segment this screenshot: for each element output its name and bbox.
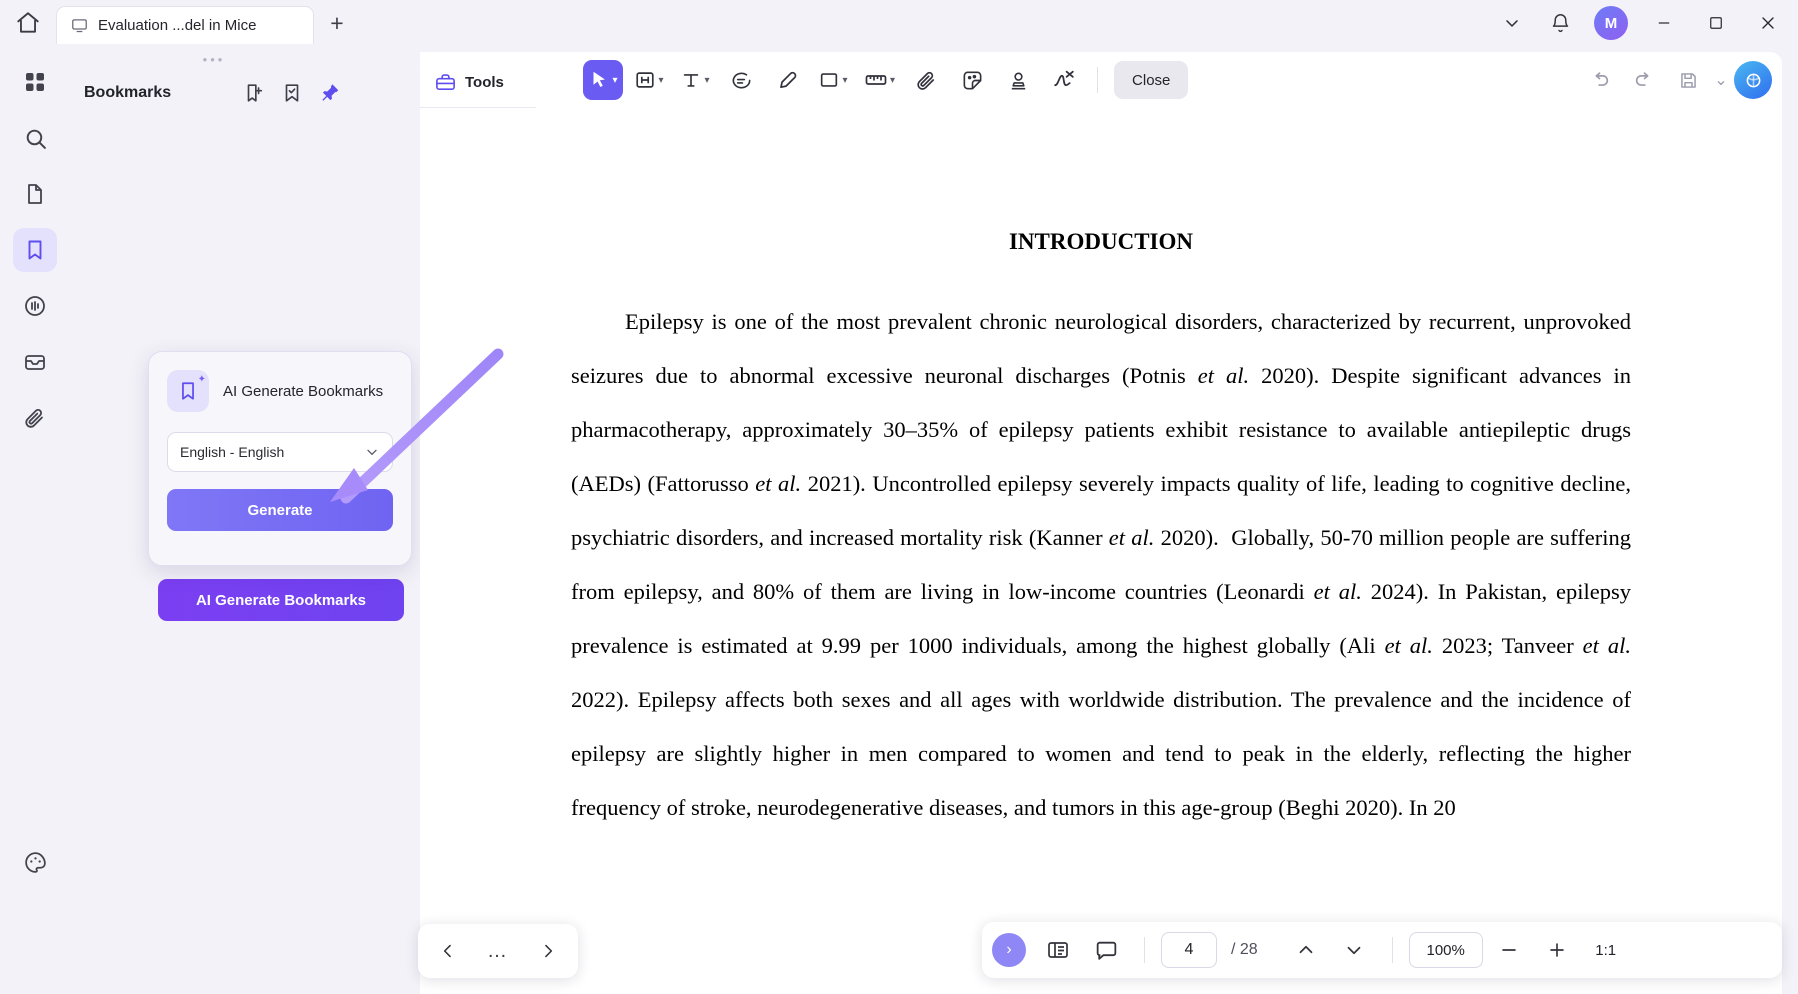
ai-popover-header [167, 370, 393, 412]
sidebar-item-attachments[interactable] [13, 396, 57, 440]
close-toolbar-button[interactable]: Close [1114, 61, 1188, 99]
chevron-down-icon[interactable] [1490, 1, 1534, 45]
signature-tool[interactable] [1044, 60, 1084, 100]
monitor-icon [71, 17, 88, 34]
title-bar-right [1490, 0, 1798, 46]
chevron-down-icon: ▾ [890, 74, 896, 86]
sidebar-item-theme[interactable] [13, 840, 57, 884]
bookmark-options-icon[interactable] [278, 79, 306, 107]
zoom-in-button[interactable] [1535, 928, 1579, 972]
ai-assistant-icon[interactable] [1734, 61, 1772, 99]
stamp-tool[interactable] [998, 60, 1038, 100]
attachment-tool[interactable] [906, 60, 946, 100]
generate-button[interactable]: Generate [167, 489, 393, 531]
redo-icon[interactable] [1624, 60, 1664, 100]
zoom-level-input[interactable]: 100% [1409, 932, 1483, 968]
total-pages-label: / 28 [1231, 941, 1258, 958]
highlight-tool[interactable] [629, 60, 669, 100]
sidebar-item-search[interactable] [13, 116, 57, 160]
document-page [486, 124, 1716, 994]
toolbox-icon [434, 71, 457, 94]
toolbar-right [1580, 60, 1782, 100]
status-bar [982, 922, 1782, 978]
pin-icon[interactable] [316, 79, 344, 107]
document-paragraph: Epilepsy is one of the most prevalent chronic neurological disorders, characterized by recurrent, unprovoked seizures due to abnormal excessive neuronal discharges (Potnis et al. 2020). Despite significant advances in pharmacotherapy, approximately 30–35% of epilepsy patients exhibit resistance to available antiepileptic drugs (AEDs) (Fattorusso et al. 2021). Uncontrolled epilepsy severely impacts quality of life, leading to cognitive decline, psychiatric disorders, and increased mortality risk (Kanner et al. 2020). Globally, 50-70 million people are suffering from epilepsy, and 80% of them are living in low-income countries (Leonardi et al. 2024). In Pakistan, epilepsy prevalence is estimated at 9.99 per 1000 individuals, among the highest globally (Ali et al. 2023; Tanveer et al. 2022). Epilepsy affects both sexes and all ages with worldwide distribution. The prevalence and the incidence of epilepsy are slightly higher in men compared to women and tend to peak in the elderly, reflecting the higher frequency of stroke, neurodegenerative diseases, and tumors in this age-group (Beghi 2020). In 20 [571, 309, 1632, 820]
close-window-button[interactable] [1744, 0, 1792, 46]
title-bar [0, 0, 1798, 46]
new-tab-button[interactable]: + [330, 9, 344, 36]
bookmarks-panel [70, 46, 384, 994]
page-nav-more-button[interactable]: … [486, 939, 509, 962]
tools-tab[interactable] [420, 56, 536, 108]
next-page-button[interactable] [526, 929, 570, 973]
page-up-button[interactable] [1284, 928, 1328, 972]
text-tool[interactable] [675, 60, 715, 100]
ai-generate-bookmarks-popover [148, 351, 412, 566]
comment-tool[interactable] [721, 60, 761, 100]
chevron-down-icon: ▾ [704, 74, 710, 86]
ai-bookmark-icon [167, 370, 209, 412]
save-icon[interactable] [1668, 60, 1708, 100]
add-bookmark-icon[interactable] [240, 79, 268, 107]
toolbar-tools [580, 60, 1188, 100]
fit-ratio-button[interactable]: 1:1 [1595, 941, 1617, 959]
ai-generate-bookmarks-button[interactable]: AI Generate Bookmarks [158, 579, 404, 621]
shape-tool[interactable] [813, 60, 853, 100]
sidebar-item-stamps[interactable] [13, 340, 57, 384]
select-tool[interactable] [583, 60, 623, 100]
current-page-input[interactable]: 4 [1161, 932, 1217, 968]
document-tab-label: Evaluation ...del in Mice [98, 17, 257, 34]
sidebar-item-pages[interactable] [13, 172, 57, 216]
pencil-tool[interactable] [767, 60, 807, 100]
zoom-out-button[interactable] [1487, 928, 1531, 972]
sidebar-item-layers[interactable] [13, 284, 57, 328]
bookmarks-panel-header [70, 66, 358, 120]
page-navigation [418, 924, 578, 978]
bookmarks-panel-actions [240, 79, 344, 107]
panel-grip[interactable]: ••• [202, 52, 226, 67]
sidebar-item-thumbnails[interactable] [13, 60, 57, 104]
sidebar-rail [0, 46, 70, 994]
page-title: Bookmarks [84, 84, 172, 101]
measure-tool[interactable] [859, 60, 900, 100]
chevron-down-icon [364, 444, 380, 460]
annotation-toolbar [420, 52, 1782, 108]
expand-status-bar-button[interactable]: › [992, 933, 1026, 967]
toolbar-divider [1097, 67, 1098, 93]
comment-panel-icon[interactable] [1084, 928, 1128, 972]
ai-popover-title: AI Generate Bookmarks [223, 382, 384, 400]
page-down-button[interactable] [1332, 928, 1376, 972]
page-layout-icon[interactable] [1036, 928, 1080, 972]
language-select-value: English - English [180, 444, 285, 460]
chevron-down-icon: ▾ [658, 74, 664, 86]
undo-icon[interactable] [1580, 60, 1620, 100]
chevron-down-icon: ▾ [612, 74, 618, 86]
tools-tab-label: Tools [465, 73, 504, 91]
sticker-tool[interactable] [952, 60, 992, 100]
status-divider [1144, 937, 1145, 963]
home-icon[interactable] [0, 0, 56, 46]
chevron-down-icon: ▾ [842, 74, 848, 86]
language-select[interactable] [167, 432, 393, 472]
bell-icon[interactable] [1538, 1, 1582, 45]
save-chevron-icon[interactable]: ⌄ [1714, 72, 1728, 89]
document-tab[interactable] [56, 6, 314, 44]
maximize-button[interactable] [1692, 0, 1740, 46]
status-divider-2 [1392, 937, 1393, 963]
document-viewport[interactable] [420, 108, 1782, 994]
document-heading: INTRODUCTION [1008, 229, 1194, 254]
sidebar-item-bookmarks[interactable] [13, 228, 57, 272]
minimize-button[interactable] [1640, 0, 1688, 46]
avatar[interactable]: M [1594, 6, 1628, 40]
sparkle-icon: ✦ [197, 374, 206, 385]
previous-page-button[interactable] [426, 929, 470, 973]
